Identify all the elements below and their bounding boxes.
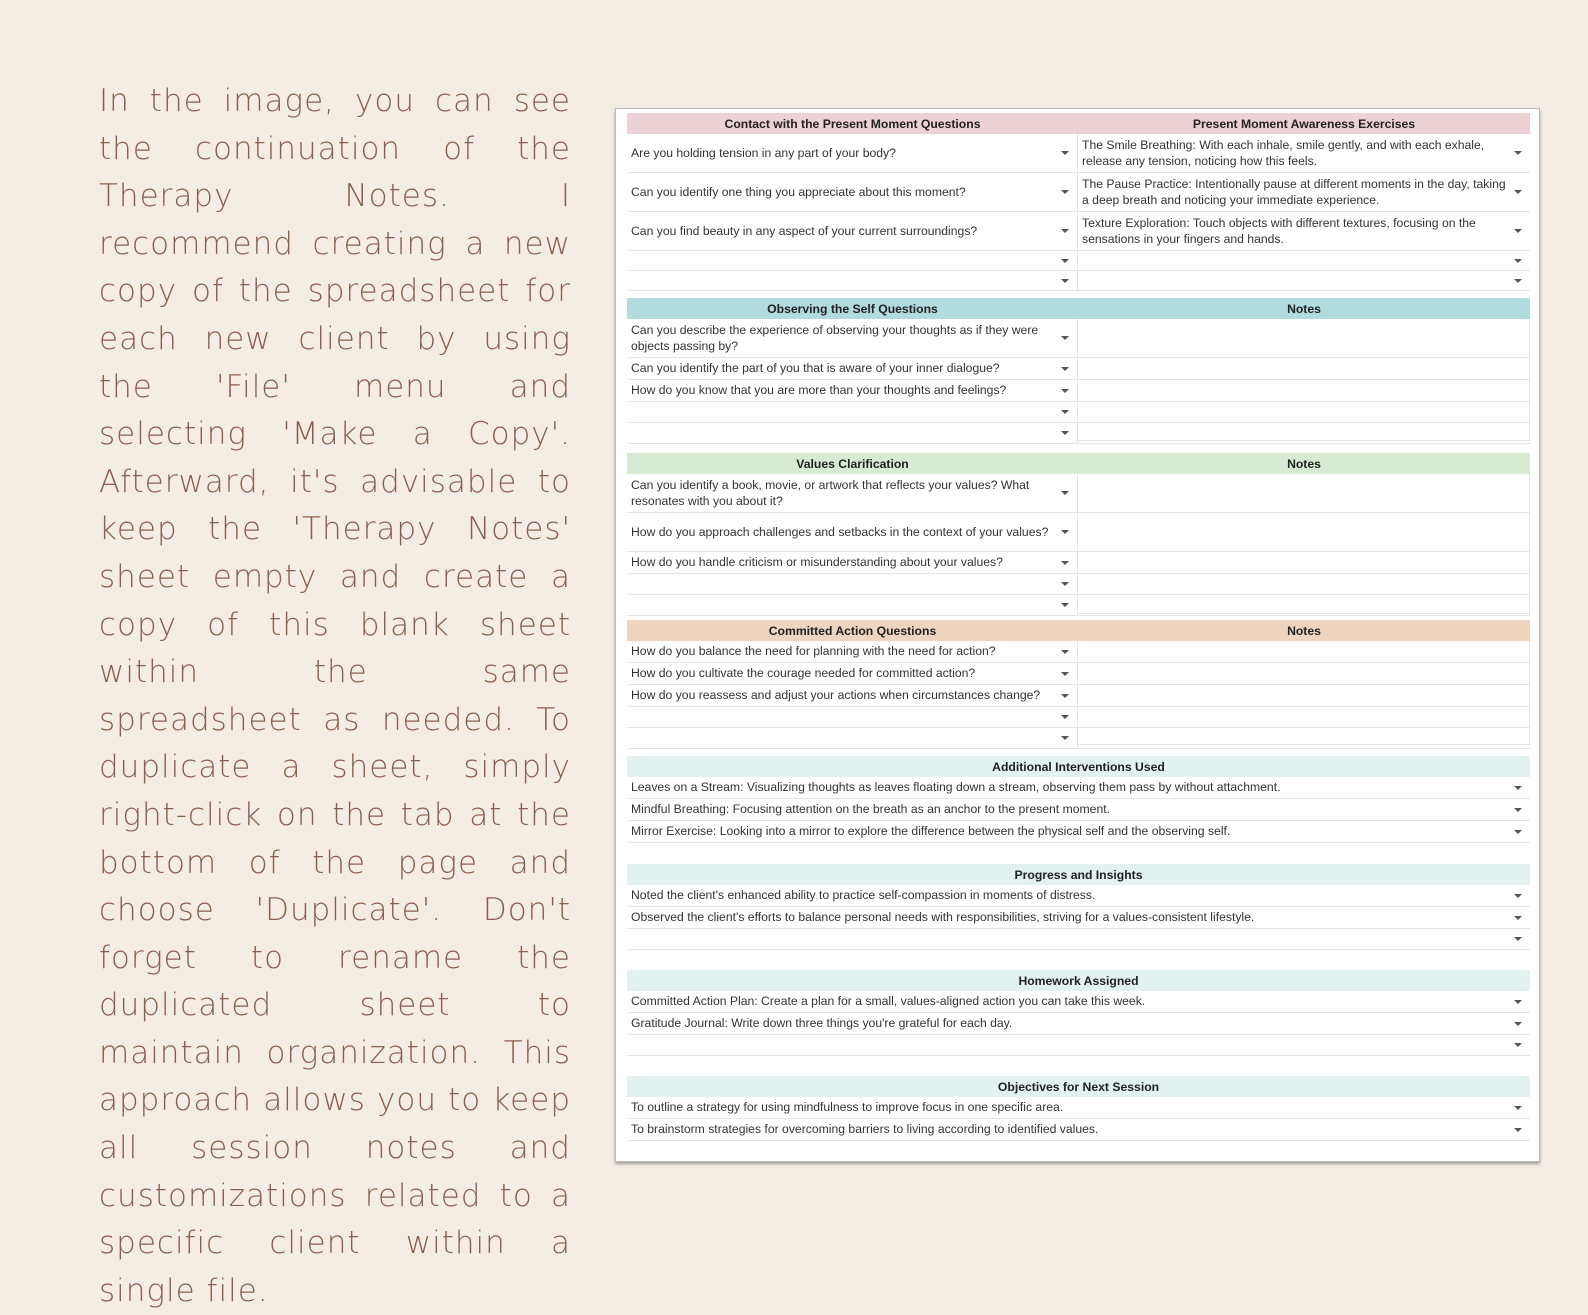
empty-dropdown[interactable]	[627, 595, 1078, 615]
dropdown-arrow-icon[interactable]	[1061, 672, 1069, 676]
question-dropdown[interactable]: How do you know that you are more than your thoughts and feelings?	[627, 380, 1078, 401]
table-row	[627, 212, 1530, 251]
dropdown-arrow-icon[interactable]	[1514, 937, 1522, 941]
question-dropdown[interactable]: Can you identify a book, movie, or artwork that reflects your values? What resonates with you about it?	[627, 474, 1078, 512]
table-row	[627, 885, 1530, 907]
homework-dropdown[interactable]: Committed Action Plan: Create a plan for a small, values-aligned action you can take this week.	[627, 991, 1530, 1012]
values-section	[627, 453, 1530, 616]
question-dropdown[interactable]: Can you identify the part of you that is aware of your inner dialogue?	[627, 358, 1078, 379]
dropdown-arrow-icon[interactable]	[1514, 916, 1522, 920]
dropdown-arrow-icon[interactable]	[1514, 1128, 1522, 1132]
dropdown-arrow-icon[interactable]	[1514, 830, 1522, 834]
homework-header-row	[627, 970, 1530, 991]
dropdown-arrow-icon[interactable]	[1061, 715, 1069, 719]
empty-dropdown[interactable]	[627, 251, 1078, 270]
values-header-row	[627, 453, 1530, 474]
interventions-header: Additional Interventions Used	[992, 759, 1165, 774]
empty-dropdown[interactable]	[627, 402, 1078, 422]
objectives-header: Objectives for Next Session	[997, 1079, 1160, 1094]
dropdown-arrow-icon[interactable]	[1061, 694, 1069, 698]
empty-dropdown[interactable]	[1078, 251, 1530, 270]
spreadsheet-view	[615, 108, 1540, 1162]
table-row	[627, 134, 1530, 173]
observing-self-header: Observing the Self Questions	[767, 301, 938, 316]
empty-dropdown[interactable]	[627, 929, 1530, 949]
question-dropdown[interactable]: How do you cultivate the courage needed for committed action?	[627, 663, 1078, 684]
table-row	[627, 173, 1530, 212]
empty-dropdown[interactable]	[627, 728, 1078, 748]
table-row	[627, 1013, 1530, 1035]
dropdown-arrow-icon[interactable]	[1061, 367, 1069, 371]
question-dropdown[interactable]: Are you holding tension in any part of your body?	[627, 134, 1078, 172]
table-row	[627, 821, 1530, 843]
dropdown-arrow-icon[interactable]	[1061, 603, 1069, 607]
dropdown-arrow-icon[interactable]	[1514, 259, 1522, 263]
objectives-section	[627, 1076, 1530, 1141]
question-dropdown[interactable]: How do you balance the need for planning with the need for action?	[627, 641, 1078, 662]
dropdown-arrow-icon[interactable]	[1514, 786, 1522, 790]
present-moment-section	[627, 113, 1530, 291]
interventions-header-row	[627, 756, 1530, 777]
notes-cell[interactable]	[1078, 474, 1530, 614]
empty-dropdown[interactable]	[627, 1035, 1530, 1055]
progress-dropdown[interactable]: Observed the client's efforts to balance personal needs with responsibilities, striving for a values-consistent lifestyle.	[627, 907, 1530, 928]
dropdown-arrow-icon[interactable]	[1514, 1022, 1522, 1026]
dropdown-arrow-icon[interactable]	[1061, 279, 1069, 283]
dropdown-arrow-icon[interactable]	[1514, 229, 1522, 233]
progress-header-row	[627, 864, 1530, 885]
table-row	[627, 929, 1530, 950]
table-row	[627, 251, 1530, 271]
exercise-dropdown[interactable]: The Pause Practice: Intentionally pause at different moments in the day, taking a deep breath and noticing your immediate experience.	[1078, 173, 1530, 211]
exercise-dropdown[interactable]: The Smile Breathing: With each inhale, smile gently, and with each exhale, release any tension, noticing how this feels.	[1078, 134, 1530, 172]
table-row	[627, 799, 1530, 821]
dropdown-arrow-icon[interactable]	[1061, 389, 1069, 393]
committed-action-header: Committed Action Questions	[768, 623, 937, 638]
table-row	[627, 271, 1530, 291]
table-row	[627, 777, 1530, 799]
present-moment-questions-header: Contact with the Present Moment Questions	[724, 116, 981, 131]
interventions-section	[627, 756, 1530, 843]
dropdown-arrow-icon[interactable]	[1061, 582, 1069, 586]
objective-dropdown[interactable]: To brainstorm strategies for overcoming barriers to living according to identified values.	[627, 1119, 1530, 1140]
objective-dropdown[interactable]: To outline a strategy for using mindfulness to improve focus in one specific area.	[627, 1097, 1530, 1118]
intro-paragraph: In the image, you can see the continuation of the Therapy Notes. I recommend creating a new copy of the spreadsheet for each new client by using the 'File' menu and selecting 'Make a Copy'. Afterward, it's advisable to keep the 'Therapy Notes' sheet empty and create a copy of this blank sheet within the same spreadsheet as needed. To duplicate a sheet, simply right-click on the tab at the bottom of the page and choose 'Duplicate'. Don't forget to rename the duplicated sheet to maintain organization. This approach allows you to keep all session notes and customizations related to a specific client within a single file.	[99, 83, 571, 1309]
notes-header: Notes	[1287, 456, 1321, 471]
intervention-dropdown[interactable]: Mindful Breathing: Focusing attention on the breath as an anchor to the present moment.	[627, 799, 1530, 820]
table-row	[627, 1035, 1530, 1056]
dropdown-arrow-icon[interactable]	[1061, 530, 1069, 534]
dropdown-arrow-icon[interactable]	[1514, 894, 1522, 898]
dropdown-arrow-icon[interactable]	[1061, 259, 1069, 263]
dropdown-arrow-icon[interactable]	[1061, 229, 1069, 233]
observing-self-section	[627, 298, 1530, 444]
empty-dropdown[interactable]	[627, 423, 1078, 443]
present-moment-exercises-header: Present Moment Awareness Exercises	[1192, 116, 1416, 131]
homework-dropdown[interactable]: Gratitude Journal: Write down three things you're grateful for each day.	[627, 1013, 1530, 1034]
exercise-dropdown[interactable]: Texture Exploration: Touch objects with different textures, focusing on the sensations in your fingers and hands.	[1078, 212, 1530, 250]
progress-header: Progress and Insights	[1014, 867, 1143, 882]
present-moment-header-row	[627, 113, 1530, 134]
committed-action-section	[627, 620, 1530, 749]
intervention-dropdown[interactable]: Mirror Exercise: Looking into a mirror to explore the difference between the physical self and the observing self.	[627, 821, 1530, 842]
values-clarification-header: Values Clarification	[796, 456, 909, 471]
dropdown-arrow-icon[interactable]	[1061, 336, 1069, 340]
dropdown-arrow-icon[interactable]	[1514, 1106, 1522, 1110]
notes-cell[interactable]	[1078, 641, 1530, 745]
question-dropdown[interactable]: How do you reassess and adjust your actions when circumstances change?	[627, 685, 1078, 706]
committed-action-header-row	[627, 620, 1530, 641]
dropdown-arrow-icon[interactable]	[1061, 650, 1069, 654]
homework-header: Homework Assigned	[1018, 973, 1139, 988]
observing-self-header-row	[627, 298, 1530, 319]
dropdown-arrow-icon[interactable]	[1514, 279, 1522, 283]
empty-dropdown[interactable]	[627, 574, 1078, 594]
dropdown-arrow-icon[interactable]	[1061, 431, 1069, 435]
table-row	[627, 907, 1530, 929]
notes-header: Notes	[1287, 301, 1321, 316]
empty-dropdown[interactable]	[1078, 271, 1530, 290]
dropdown-arrow-icon[interactable]	[1061, 410, 1069, 414]
intervention-dropdown[interactable]: Leaves on a Stream: Visualizing thoughts as leaves floating down a stream, observing them pass by without attachment.	[627, 777, 1530, 798]
dropdown-arrow-icon[interactable]	[1514, 1043, 1522, 1047]
objectives-header-row	[627, 1076, 1530, 1097]
notes-header: Notes	[1287, 623, 1321, 638]
empty-dropdown[interactable]	[627, 707, 1078, 727]
table-row	[627, 1097, 1530, 1119]
question-dropdown[interactable]: Can you describe the experience of observing your thoughts as if they were objects passing by?	[627, 319, 1078, 357]
dropdown-arrow-icon[interactable]	[1514, 1000, 1522, 1004]
question-dropdown[interactable]: How do you handle criticism or misunderstanding about your values?	[627, 552, 1078, 573]
dropdown-arrow-icon[interactable]	[1061, 561, 1069, 565]
question-dropdown[interactable]: Can you find beauty in any aspect of your current surroundings?	[627, 212, 1078, 250]
progress-dropdown[interactable]: Noted the client's enhanced ability to practice self-compassion in moments of distress.	[627, 885, 1530, 906]
table-row	[627, 991, 1530, 1013]
empty-dropdown[interactable]	[627, 271, 1078, 290]
progress-section	[627, 864, 1530, 950]
dropdown-arrow-icon[interactable]	[1061, 151, 1069, 155]
dropdown-arrow-icon[interactable]	[1061, 190, 1069, 194]
dropdown-arrow-icon[interactable]	[1061, 491, 1069, 495]
dropdown-arrow-icon[interactable]	[1514, 151, 1522, 155]
homework-section	[627, 970, 1530, 1056]
question-dropdown[interactable]: Can you identify one thing you appreciate about this moment?	[627, 173, 1078, 211]
dropdown-arrow-icon[interactable]	[1514, 808, 1522, 812]
question-dropdown[interactable]: How do you approach challenges and setbacks in the context of your values?	[627, 513, 1078, 551]
dropdown-arrow-icon[interactable]	[1514, 190, 1522, 194]
dropdown-arrow-icon[interactable]	[1061, 736, 1069, 740]
table-row	[627, 1119, 1530, 1141]
notes-cell[interactable]	[1078, 319, 1530, 441]
